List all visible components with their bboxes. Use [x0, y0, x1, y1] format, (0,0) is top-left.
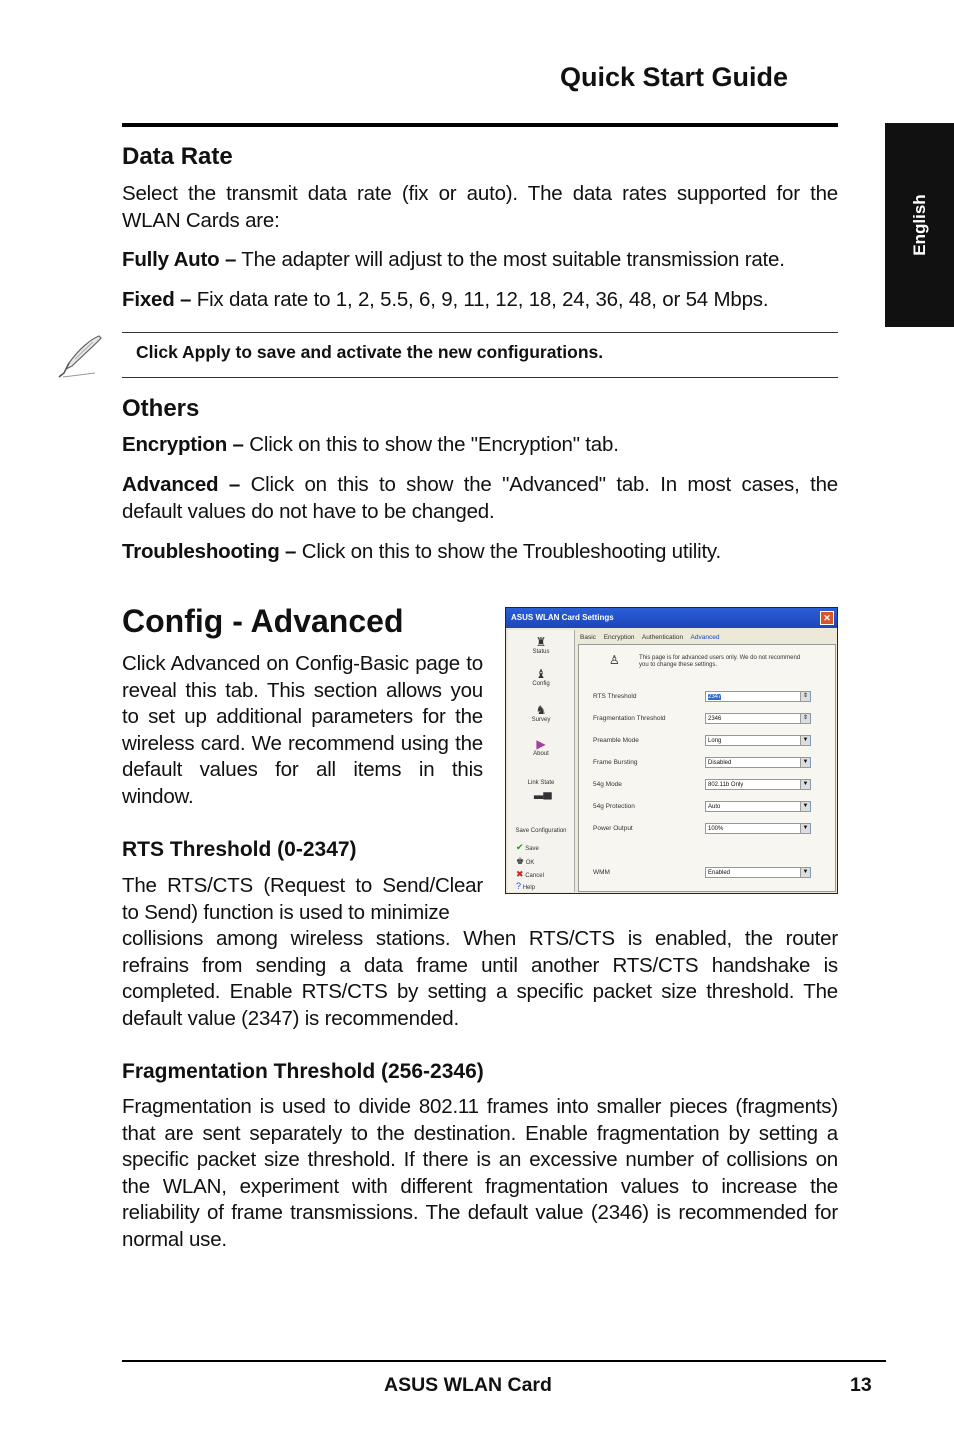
nav-cancel[interactable]: ✖ Cancel: [516, 869, 544, 879]
preamble-label: Preamble Mode: [593, 737, 639, 744]
power-output-label: Power Output: [593, 825, 633, 832]
others-heading: Others: [122, 395, 200, 422]
data-rate-intro: Select the transmit data rate (fix or auto). The data rates supported for the WLAN Cards are:: [122, 182, 838, 232]
rts-threshold-input[interactable]: 2347 ⇕: [705, 691, 811, 702]
fixed-text: Fix data rate to 1, 2, 5.5, 6, 9, 11, 12, 18, 24, 36, 48, or 54 Mbps.: [191, 288, 769, 311]
nav-save-config: Save Configuration: [515, 828, 567, 834]
note-rule-bottom: [122, 377, 838, 378]
survey-icon: ♞: [535, 703, 547, 717]
fixed-term: Fixed –: [122, 288, 192, 311]
wmm-select[interactable]: Enabled ▼: [705, 867, 811, 878]
rts-text-top: The RTS/CTS (Request to Send/Clear to Send) function is used to minimize: [122, 874, 483, 924]
note-text: Click Apply to save and activate the new configurations.: [136, 342, 604, 362]
chevron-down-icon[interactable]: ▼: [800, 736, 810, 745]
about-icon: ▶: [536, 737, 546, 751]
nav-config[interactable]: ♝ Config: [532, 667, 550, 687]
tab-authentication[interactable]: Authentication: [641, 634, 684, 641]
spinner-icon[interactable]: ⇕: [800, 692, 810, 701]
header-rule: [122, 123, 838, 127]
chevron-down-icon[interactable]: ▼: [800, 758, 810, 767]
frag-text: Fragmentation is used to divide 802.11 frames into smaller pieces (fragments) that are sent separately to the destination. Enable fragmentation by setting a specific packet size threshold. If there is an excessive number of collisions on the WLAN, experiment with different fragmentation values to increase the reliability of frame transmissions. The default value (2346) is recommended for normal use.: [122, 1095, 838, 1251]
fully-auto-text: The adapter will adjust to the most suitable transmission rate.: [236, 248, 785, 271]
frame-bursting-label: Frame Bursting: [593, 759, 638, 766]
signal-icon: ▂▄: [534, 785, 552, 799]
chevron-down-icon[interactable]: ▼: [800, 802, 810, 811]
troubleshooting-term: Troubleshooting –: [122, 540, 297, 563]
config-icon: ♝: [535, 667, 547, 681]
info-text: This page is for advanced users only. We do not recommend you to change these settings.: [639, 655, 801, 668]
frag-threshold-label: Fragmentation Threshold: [593, 715, 666, 722]
pen-icon: [55, 333, 105, 381]
tab-advanced[interactable]: Advanced: [690, 634, 720, 641]
preamble-select[interactable]: Long ▼: [705, 735, 811, 746]
config-advanced-title: Config - Advanced: [122, 603, 404, 639]
window-title: ASUS WLAN Card Settings: [511, 613, 614, 622]
chevron-down-icon[interactable]: ▼: [800, 868, 810, 877]
guide-title: Quick Start Guide: [560, 62, 789, 92]
nav-ok[interactable]: ♚ OK: [516, 856, 535, 866]
spinner-icon[interactable]: ⇕: [800, 714, 810, 723]
language-label: English: [909, 194, 929, 256]
tab-basic[interactable]: Basic: [580, 634, 596, 641]
data-rate-heading: Data Rate: [122, 143, 233, 170]
encryption-text: Click on this to show the "Encryption" tab.: [243, 433, 619, 456]
rts-heading: RTS Threshold (0-2347): [122, 838, 357, 861]
nav-about[interactable]: ▶ About: [533, 737, 549, 757]
tab-encryption[interactable]: Encryption: [603, 634, 635, 641]
footer-rule: [122, 1360, 886, 1362]
nav-help[interactable]: ? Help: [516, 881, 536, 891]
power-output-select[interactable]: 100% ▼: [705, 823, 811, 834]
troubleshooting-text: Click on this to show the Troubleshooting utility.: [296, 540, 721, 563]
rts-threshold-label: RTS Threshold: [593, 693, 637, 700]
page-number: 13: [850, 1374, 872, 1396]
settings-window-screenshot: [505, 607, 838, 894]
advanced-panel: [578, 644, 836, 892]
frag-threshold-input[interactable]: 2346 ⇕: [705, 713, 811, 724]
status-icon: ♜: [535, 635, 547, 649]
troubleshooting-paragraph: [122, 539, 838, 566]
settings-nav: [508, 630, 575, 892]
config-advanced-intro: Click Advanced on Config-Basic page to reveal this tab. This section allows you to set up additional parameters for the wireless card. We recommend using the default values for all items in this window.: [122, 652, 483, 808]
window-titlebar: [506, 608, 837, 628]
g-mode-select[interactable]: 802.11b Only ▼: [705, 779, 811, 790]
settings-tabs: [580, 634, 725, 641]
cancel-icon: ✖: [516, 869, 524, 879]
encryption-paragraph: [122, 432, 838, 459]
footer-product: ASUS WLAN Card: [384, 1374, 552, 1396]
advanced-term: Advanced –: [122, 473, 241, 496]
fully-auto-paragraph: [122, 247, 838, 274]
help-icon: ?: [516, 881, 522, 891]
note-rule-top: [122, 332, 838, 333]
info-icon: ♙: [609, 653, 620, 667]
g-mode-label: 54g Mode: [593, 781, 622, 788]
close-icon[interactable]: ✕: [820, 611, 834, 625]
rts-text-bottom: collisions among wireless stations. When RTS/CTS is enabled, the router refrains from sending a data frame until another RTS/CTS handshake is completed. Enable RTS/CTS by setting a specific packet size threshold. The default value (2347) is recommended.: [122, 927, 838, 1030]
encryption-term: Encryption –: [122, 433, 244, 456]
g-protection-label: 54g Protection: [593, 803, 635, 810]
chevron-down-icon[interactable]: ▼: [800, 780, 810, 789]
language-tab: [885, 123, 954, 327]
ok-icon: ♚: [516, 856, 525, 866]
frame-bursting-select[interactable]: Disabled ▼: [705, 757, 811, 768]
check-icon: ✔: [516, 842, 524, 852]
nav-link-state: Link State ▂▄: [527, 780, 555, 799]
nav-survey[interactable]: ♞ Survey: [531, 703, 551, 723]
frag-heading: Fragmentation Threshold (256-2346): [122, 1060, 484, 1083]
nav-save[interactable]: ✔ Save: [516, 842, 539, 852]
fixed-paragraph: [122, 287, 838, 314]
wmm-label: WMM: [593, 869, 610, 876]
advanced-text: Click on this to show the "Advanced" tab. In most cases, the default values do not have to be changed.: [122, 473, 838, 523]
nav-status[interactable]: ♜ Status: [532, 635, 550, 655]
chevron-down-icon[interactable]: ▼: [800, 824, 810, 833]
g-protection-select[interactable]: Auto ▼: [705, 801, 811, 812]
fully-auto-term: Fully Auto –: [122, 248, 237, 271]
advanced-paragraph: [122, 472, 838, 525]
